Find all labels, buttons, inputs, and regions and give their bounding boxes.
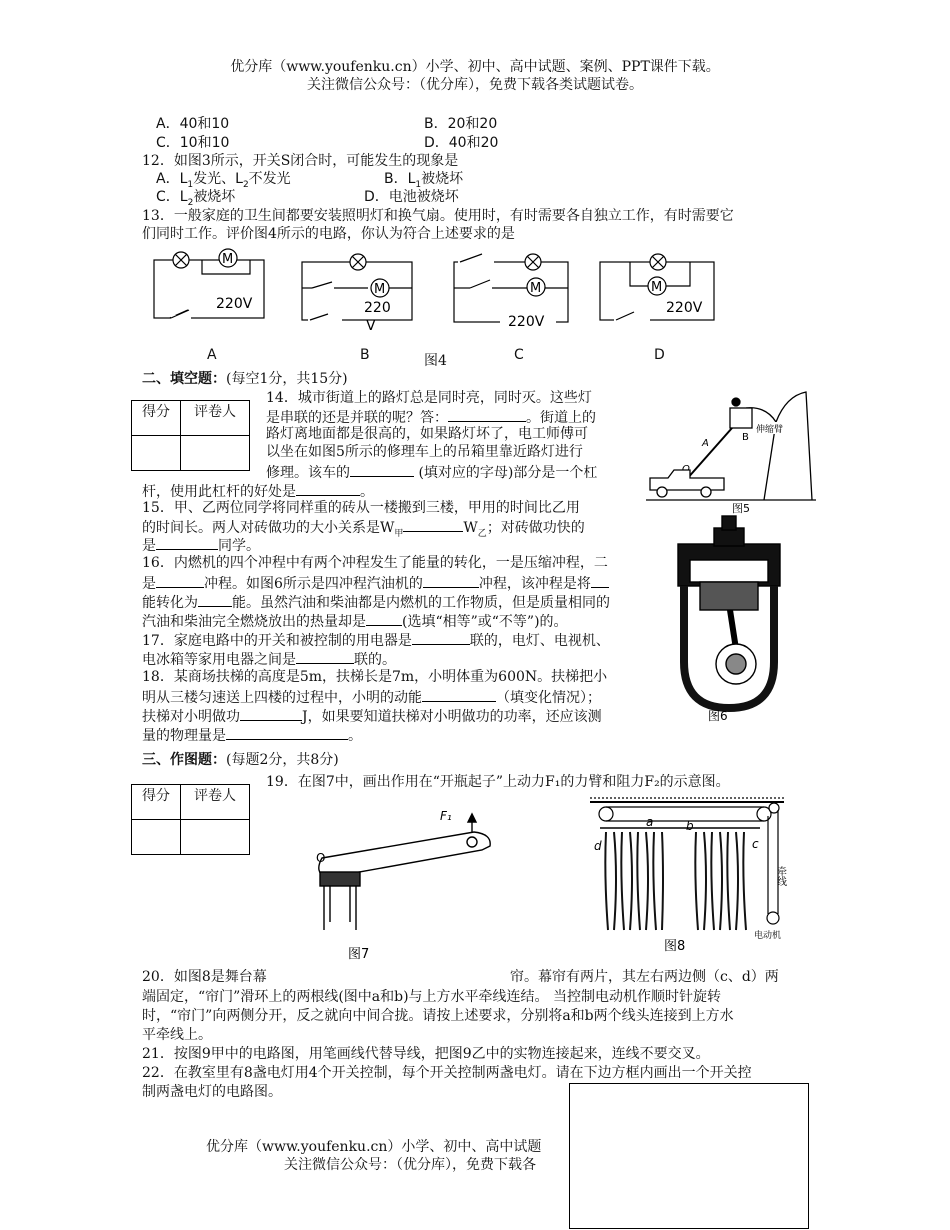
score-table-2 [131, 784, 250, 855]
q14-line-4: 以坐在如图5所示的修理车上的吊箱里靠近路灯进行 [266, 444, 583, 460]
fig7-o-label: O [316, 851, 326, 865]
q12-stem: 12．如图3所示，开关S闭合时，可能发生的现象是 [142, 153, 459, 169]
circuit-b [302, 254, 412, 334]
motor-symbol-d: M [651, 280, 663, 295]
circuit-label-d: D [654, 347, 665, 363]
q11-option-c: C．10和10 [156, 135, 230, 151]
q18-blank-1[interactable] [422, 687, 496, 702]
motor-symbol-b: M [374, 282, 386, 297]
score-cell[interactable] [132, 436, 181, 471]
q12-option-b: B．$L_1$被烧坏 [384, 171, 464, 190]
grader-header: 评卷人 [181, 401, 250, 436]
q14-blank-2[interactable] [350, 462, 414, 477]
q11-option-b: B．20和20 [424, 116, 498, 132]
figure-5-repair-truck [646, 382, 816, 515]
fig5-label-a: A [702, 438, 709, 449]
figure-6-caption: 图6 [708, 709, 728, 723]
q15-line-1: 15．甲、乙两位同学将同样重的砖从一楼搬到三楼，甲用的时间比乙用 [142, 500, 580, 516]
q14-line-2: 是串联的还是并联的呢？答： 。街道上的 [266, 407, 596, 427]
grader-cell[interactable] [181, 820, 250, 855]
q20-line-1a: 20．如图8是舞台幕 [142, 969, 267, 985]
q22-line-1: 22．在教室里有8盏电灯用4个开关控制，每个开关控制两盏电灯。请在下边方框内画出一个开关控 [142, 1065, 752, 1081]
q17-line-2: 电冰箱等家用电器之间是 联的。 [142, 649, 396, 669]
q13-line-1: 13．一般家庭的卫生间都要安装照明灯和换气扇。使用时，有时需要各自独立工作，有时需要它 [142, 208, 734, 224]
q13-line-2: 们同时工作。评价图4所示的电路，你认为符合上述要求的是 [142, 226, 515, 242]
grader-header: 评卷人 [181, 785, 250, 820]
q18-blank-3[interactable] [226, 725, 348, 740]
fig5-telescopic-arm-label: 伸缩臂 [756, 425, 784, 435]
q16-line-3: 能转化为 能。虽然汽油和柴油都是内燃机的工作物质，但是质量相同的 [142, 592, 610, 612]
voltage-label-a: 220V [216, 296, 253, 312]
fig8-label-b: b [686, 819, 694, 833]
fig8-motor-label: 电动机 [754, 931, 782, 941]
figure-8-stage-curtain [584, 796, 794, 954]
q18-line-2: 明从三楼匀速送上四楼的过程中，小明的动能 （填变化情况）； [142, 687, 601, 707]
q12-option-c: C．$L_2$被烧坏 [156, 189, 236, 208]
q18-blank-2[interactable] [240, 706, 302, 721]
figure-8-caption: 图8 [664, 939, 686, 954]
q16-line-1: 16．内燃机的四个冲程中有两个冲程发生了能量的转化，一是压缩冲程，二 [142, 555, 608, 571]
q20-line-1b: 帘。幕帘有两片，其左右两边侧（c、d）两 [510, 969, 779, 985]
q12-option-d: D．电池被烧坏 [364, 189, 459, 205]
circuit-label-a: A [207, 347, 217, 363]
header-line-2: 关注微信公众号：（优分库），免费下载各类试题试卷。 [307, 77, 643, 93]
q17-blank-1[interactable] [412, 630, 470, 645]
q20-line-3: 时，“帘门”向两侧分开，反之就向中间合拢。请按上述要求，分别将a和b两个线头连接到上方水 [142, 1008, 734, 1024]
q14-line-5: 修理。该车的 (填对应的字母)部分是一个杠 [266, 462, 597, 482]
q11-option-a: A．40和10 [156, 116, 230, 132]
score-header: 得分 [132, 785, 181, 820]
fig8-label-d: d [594, 839, 602, 853]
q19-text: 19．在图7中，画出作用在“开瓶起子”上动力F₁的力臂和阻力F₂的示意图。 [266, 774, 730, 790]
q15-line-3: 是 同学。 [142, 535, 260, 555]
q17-line-1: 17．家庭电路中的开关和被控制的用电器是 联的，电灯、电视机、 [142, 630, 610, 650]
q16-blank-4[interactable] [198, 592, 232, 607]
q14-line-3: 路灯离地面都是很高的，如果路灯坏了，电工师傅可 [266, 426, 588, 442]
figure-5-caption: 图5 [732, 502, 750, 515]
figure-4-circuits [140, 244, 720, 362]
q15-blank-1[interactable] [403, 517, 463, 532]
q20-line-4: 平牵线上。 [142, 1027, 212, 1043]
q16-line-2: 是 冲程。如图6所示是四冲程汽油机的 冲程，该冲程是将 [142, 573, 609, 593]
voltage-label-b-2: V [366, 318, 376, 334]
q20-line-2: 端固定，“帘门”滑环上的两根线(图中a和b)与上方水平牵线连结。 当控制电动机作顺时针旋转 [142, 989, 721, 1005]
figure-6-engine [676, 512, 782, 722]
grader-cell[interactable] [181, 436, 250, 471]
voltage-label-c: 220V [508, 314, 545, 330]
q16-blank-2[interactable] [423, 573, 479, 588]
figure-7-bottle-opener [306, 806, 496, 966]
fig8-label-c: c [752, 837, 759, 851]
q15-line-2: 的时间长。两人对砖做功的大小关系是$W_甲$ $W_乙$；对砖做功快的 [142, 517, 585, 537]
section-2-heading: 二、填空题：(每空1分，共15分) [142, 371, 348, 387]
fig5-label-b: B [742, 432, 749, 443]
q22-answer-box[interactable] [569, 1083, 809, 1229]
score-cell[interactable] [132, 820, 181, 855]
q12-option-a: A．$L_1$发光、$L_2$不发光 [156, 171, 291, 190]
q21-text: 21．按图9甲中的电路图，用笔画线代替导线，把图9乙中的实物连接起来，连线不要交叉。 [142, 1046, 710, 1062]
q14-blank-1[interactable] [448, 407, 526, 422]
fig7-f1-label: F₁ [440, 809, 452, 823]
q18-line-4: 量的物理量是 。 [142, 725, 362, 745]
score-header: 得分 [132, 401, 181, 436]
q18-line-1: 18．某商场扶梯的高度是5m，扶梯长是7m，小明体重为600N。扶梯把小 [142, 669, 608, 685]
circuit-d [600, 254, 714, 324]
figure-7-caption: 图7 [348, 947, 370, 962]
q18-line-3: 扶梯对小明做功 J，如果要知道扶梯对小明做功的功率，还应该测 [142, 706, 602, 726]
q16-line-4: 汽油和柴油完全燃烧放出的热量却是 (选填“相等”或“不等”)的。 [142, 611, 568, 631]
q15-blank-2[interactable] [156, 535, 218, 550]
q14-line-1: 14．城市街道上的路灯总是同时亮，同时灭。这些灯 [266, 390, 592, 406]
header-line-1: 优分库（www.youfenku.cn）小学、初中、高中试题、案例、PPT课件下载。 [230, 59, 720, 75]
circuit-label-b: B [360, 347, 370, 363]
section-3-heading: 三、作图题：(每题2分，共8分) [142, 752, 339, 768]
q22-line-2: 制两盏电灯的电路图。 [142, 1084, 282, 1100]
voltage-label-b-1: 220 [364, 300, 391, 316]
voltage-label-d: 220V [666, 300, 703, 316]
fig8-label-a: a [646, 815, 654, 829]
fig8-rope-label-1: 牵线 [774, 866, 786, 886]
q17-blank-2[interactable] [296, 649, 354, 664]
circuit-label-c: C [514, 347, 524, 363]
q16-blank-5[interactable] [366, 611, 402, 626]
figure-4-caption: 图4 [424, 353, 447, 369]
circuit-c [454, 254, 568, 330]
q14-blank-3[interactable] [296, 481, 360, 496]
q16-blank-1[interactable] [156, 573, 204, 588]
q14-line-6: 杆，使用此杠杆的好处是 。 [142, 481, 374, 501]
q11-option-d: D．40和20 [424, 135, 499, 151]
circuit-a [154, 249, 264, 321]
motor-symbol-c: M [530, 281, 542, 296]
score-table-1 [131, 400, 250, 471]
footer-line-1: 优分库（www.youfenku.cn）小学、初中、高中试题 [206, 1139, 542, 1155]
motor-symbol-a: M [222, 252, 234, 267]
q16-blank-3[interactable] [591, 573, 609, 588]
footer-line-2: 关注微信公众号：（优分库），免费下载各 [284, 1157, 536, 1173]
